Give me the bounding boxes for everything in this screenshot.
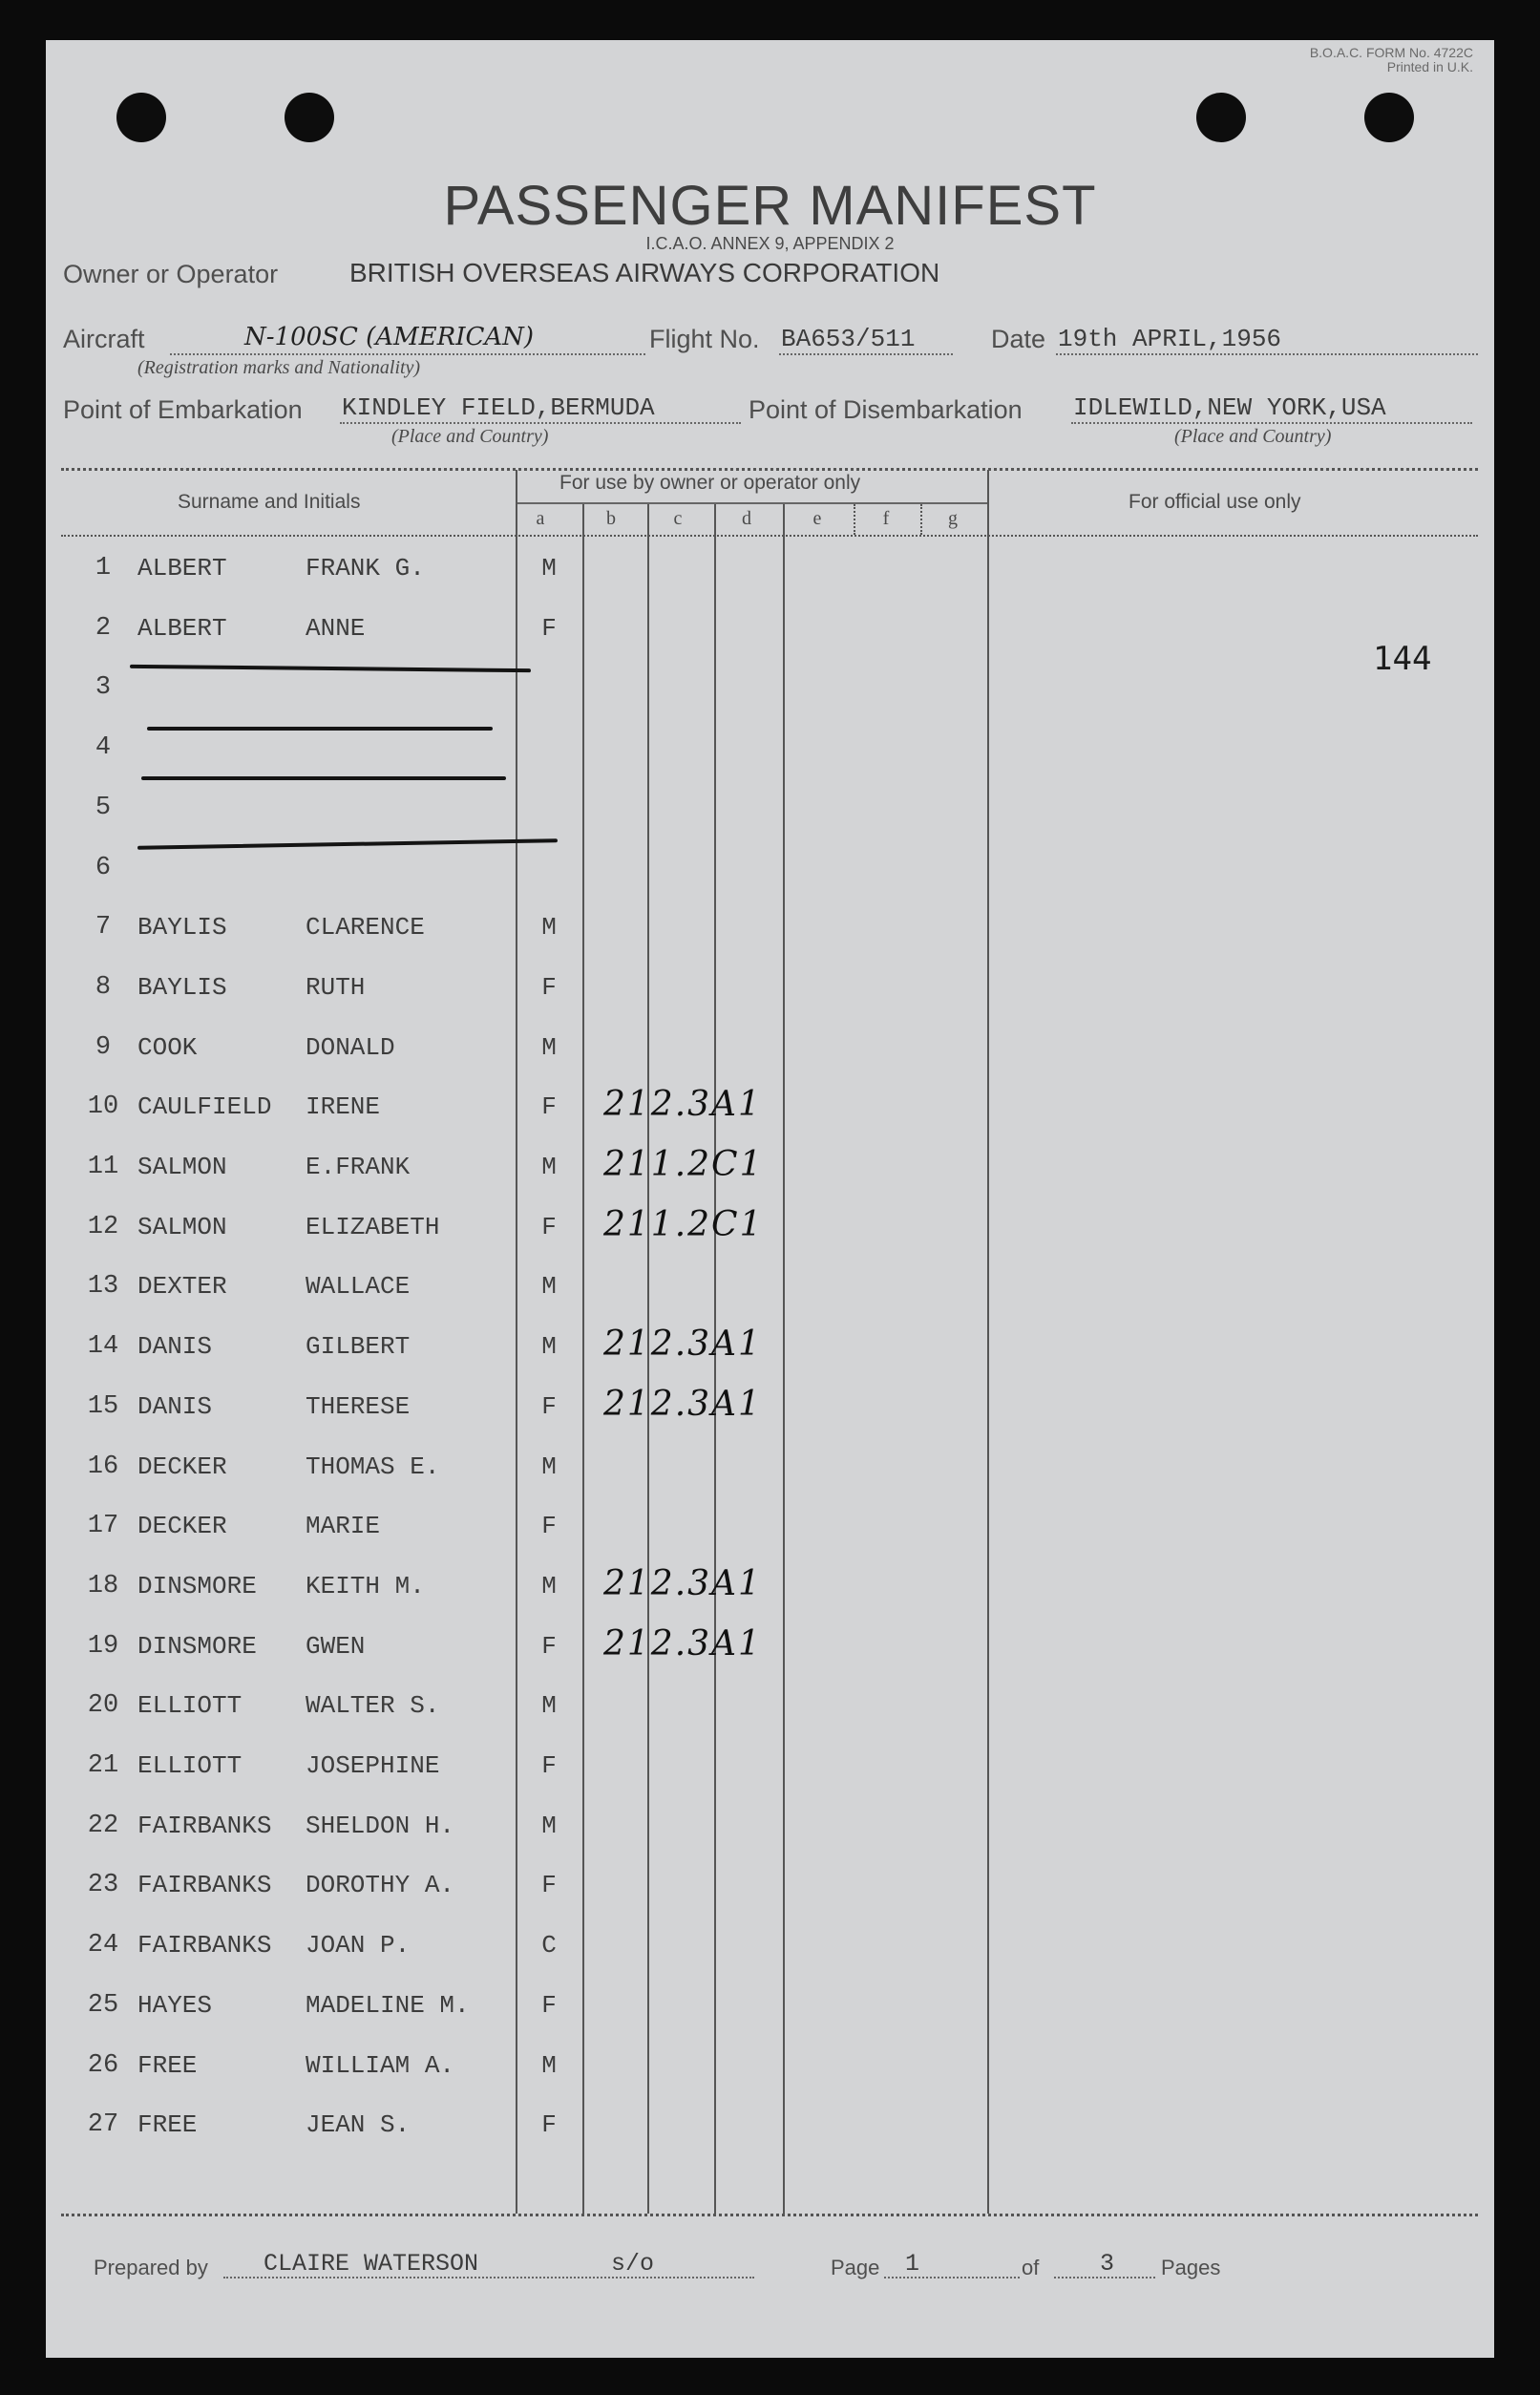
row-surname: BAYLIS: [137, 973, 227, 1002]
row-sex: F: [541, 1392, 557, 1421]
row-surname: DANIS: [137, 1332, 213, 1361]
date-label: Date: [991, 325, 1046, 353]
row-sex: F: [541, 973, 557, 1002]
row-number: 25: [87, 1991, 119, 2020]
aircraft-caption: (Registration marks and Nationality): [137, 357, 421, 378]
row-given-name: THOMAS E.: [306, 1452, 440, 1481]
prepared-by-value: CLAIRE WATERSON: [264, 2250, 479, 2278]
total-pages: 3: [1100, 2250, 1115, 2278]
row-surname: DINSMORE: [137, 1632, 257, 1661]
row-surname: SALMON: [137, 1213, 227, 1241]
column-divider-f: [920, 504, 922, 535]
row-sex: M: [541, 1332, 557, 1361]
column-divider-e: [854, 504, 855, 535]
row-number: 13: [87, 1272, 119, 1301]
row-number: 26: [87, 2051, 119, 2080]
official-number: 144: [1373, 640, 1432, 678]
row-surname: ALBERT: [137, 614, 227, 643]
row-number: 16: [87, 1452, 119, 1481]
strike-row-4: [147, 727, 493, 731]
row-sex: M: [541, 1691, 557, 1720]
column-letter-d: d: [742, 508, 751, 529]
punch-hole-right-1: [1196, 93, 1246, 142]
row-surname: HAYES: [137, 1991, 213, 2020]
disembarkation-label: Point of Disembarkation: [749, 395, 1023, 424]
row-sex: F: [541, 1092, 557, 1121]
header-bottom-rule: [61, 535, 1478, 537]
row-number: 4: [95, 733, 112, 762]
page-underline: [884, 2277, 1020, 2278]
row-handwritten-code: 212.3A1: [603, 1325, 762, 1364]
row-given-name: GILBERT: [306, 1332, 411, 1361]
table-top-rule: [61, 468, 1478, 471]
row-sex: M: [541, 1572, 557, 1600]
prepared-by-suffix: s/o: [611, 2250, 655, 2278]
embarkation-value: KINDLEY FIELD,BERMUDA: [342, 393, 655, 422]
row-given-name: ELIZABETH: [306, 1213, 440, 1241]
manifest-sheet: [46, 40, 1494, 2358]
row-given-name: SHELDON H.: [306, 1812, 455, 1840]
punch-hole-left-2: [285, 93, 334, 142]
aircraft-underline: [170, 353, 645, 355]
strike-row-5: [141, 776, 506, 780]
column-letter-b: b: [606, 508, 616, 529]
column-divider-official: [987, 470, 989, 2214]
row-number: 24: [87, 1931, 119, 1960]
embarkation-underline: [340, 422, 741, 424]
column-divider-a: [582, 504, 584, 2214]
column-official: For official use only: [1129, 491, 1301, 513]
row-number: 1: [95, 554, 112, 583]
row-sex: M: [541, 1272, 557, 1301]
row-surname: BAYLIS: [137, 913, 227, 942]
aircraft-value: N-100SC (AMERICAN): [244, 323, 535, 351]
row-sex: M: [541, 554, 557, 583]
row-number: 19: [87, 1632, 119, 1661]
row-given-name: THERESE: [306, 1392, 411, 1421]
row-surname: FAIRBANKS: [137, 1812, 272, 1840]
row-surname: FAIRBANKS: [137, 1871, 272, 1899]
row-surname: FREE: [137, 2110, 198, 2139]
disembarkation-value: IDLEWILD,NEW YORK,USA: [1073, 393, 1386, 422]
form-number: B.O.A.C. FORM No. 4722C Printed in U.K.: [1309, 45, 1473, 74]
column-divider-d: [783, 504, 785, 2214]
row-number: 27: [87, 2110, 119, 2139]
row-number: 21: [87, 1751, 119, 1780]
row-surname: DECKER: [137, 1452, 227, 1481]
row-surname: ELLIOTT: [137, 1691, 243, 1720]
column-letter-c: c: [673, 508, 683, 529]
row-number: 12: [87, 1213, 119, 1241]
pages-label: Pages: [1161, 2256, 1221, 2279]
total-pages-underline: [1054, 2277, 1155, 2278]
row-number: 9: [95, 1033, 112, 1062]
column-letter-f: f: [882, 508, 890, 529]
row-given-name: JOAN P.: [306, 1931, 411, 1960]
row-given-name: JOSEPHINE: [306, 1751, 440, 1780]
row-number: 10: [87, 1092, 119, 1121]
row-given-name: IRENE: [306, 1092, 381, 1121]
flight-value: BA653/511: [781, 325, 916, 353]
row-sex: M: [541, 1812, 557, 1840]
footer-top-rule: [61, 2214, 1478, 2216]
row-sex: F: [541, 1632, 557, 1661]
embarkation-label: Point of Embarkation: [63, 395, 303, 424]
row-handwritten-code: 212.3A1: [603, 1624, 762, 1664]
row-surname: ALBERT: [137, 554, 227, 583]
strike-row-6: [137, 838, 558, 850]
row-sex: M: [541, 1033, 557, 1062]
row-given-name: MADELINE M.: [306, 1991, 470, 2020]
row-given-name: WILLIAM A.: [306, 2051, 455, 2080]
aircraft-label: Aircraft: [63, 325, 145, 353]
punch-hole-right-2: [1364, 93, 1414, 142]
date-underline: [1056, 353, 1478, 355]
row-given-name: GWEN: [306, 1632, 366, 1661]
row-number: 3: [95, 673, 112, 702]
date-value: 19th APRIL,1956: [1058, 325, 1282, 353]
row-handwritten-code: 211.2C1: [603, 1145, 764, 1184]
row-number: 22: [87, 1812, 119, 1840]
disembarkation-caption: (Place and Country): [1174, 426, 1332, 447]
row-given-name: FRANK G.: [306, 554, 425, 583]
prepared-by-label: Prepared by: [94, 2256, 208, 2279]
row-number: 5: [95, 794, 112, 822]
row-given-name: JEAN S.: [306, 2110, 411, 2139]
page-number: 1: [905, 2250, 920, 2278]
owner-value: BRITISH OVERSEAS AIRWAYS CORPORATION: [349, 258, 940, 287]
page-title: PASSENGER MANIFEST: [443, 175, 1097, 237]
column-letter-e: e: [812, 508, 822, 529]
row-number: 11: [87, 1153, 119, 1181]
row-given-name: CLARENCE: [306, 913, 425, 942]
row-handwritten-code: 212.3A1: [603, 1385, 762, 1424]
row-surname: ELLIOTT: [137, 1751, 243, 1780]
column-letter-g: g: [948, 508, 958, 529]
row-sex: F: [541, 1512, 557, 1540]
row-number: 20: [87, 1691, 119, 1720]
row-given-name: RUTH: [306, 973, 366, 1002]
row-sex: F: [541, 2110, 557, 2139]
row-number: 7: [95, 913, 112, 942]
row-surname: DANIS: [137, 1392, 213, 1421]
row-surname: CAULFIELD: [137, 1092, 272, 1121]
row-sex: F: [541, 1751, 557, 1780]
row-number: 14: [87, 1332, 119, 1361]
column-divider-surname: [516, 470, 517, 2214]
disembarkation-underline: [1071, 422, 1472, 424]
embarkation-caption: (Place and Country): [391, 426, 549, 447]
flight-underline: [779, 353, 953, 355]
row-given-name: DOROTHY A.: [306, 1871, 455, 1899]
row-surname: DECKER: [137, 1512, 227, 1540]
row-sex: F: [541, 1213, 557, 1241]
row-sex: C: [541, 1931, 557, 1960]
row-surname: COOK: [137, 1033, 198, 1062]
row-given-name: WALTER S.: [306, 1691, 440, 1720]
punch-hole-left-1: [116, 93, 166, 142]
row-surname: SALMON: [137, 1153, 227, 1181]
prepared-by-underline: [223, 2277, 754, 2278]
row-number: 23: [87, 1871, 119, 1899]
strike-row-3: [130, 665, 531, 672]
row-sex: F: [541, 1991, 557, 2020]
row-sex: M: [541, 913, 557, 942]
row-given-name: MARIE: [306, 1512, 381, 1540]
row-surname: DINSMORE: [137, 1572, 257, 1600]
row-surname: DEXTER: [137, 1272, 227, 1301]
row-sex: F: [541, 614, 557, 643]
row-handwritten-code: 211.2C1: [603, 1205, 764, 1244]
row-given-name: DONALD: [306, 1033, 395, 1062]
row-given-name: E.FRANK: [306, 1153, 411, 1181]
row-number: 18: [87, 1572, 119, 1600]
row-sex: M: [541, 1153, 557, 1181]
row-number: 6: [95, 854, 112, 882]
row-given-name: KEITH M.: [306, 1572, 425, 1600]
page-subtitle: I.C.A.O. ANNEX 9, APPENDIX 2: [645, 234, 895, 253]
row-handwritten-code: 212.3A1: [603, 1085, 762, 1124]
of-label: of: [1022, 2256, 1040, 2279]
row-number: 17: [87, 1512, 119, 1540]
row-surname: FAIRBANKS: [137, 1931, 272, 1960]
row-handwritten-code: 212.3A1: [603, 1564, 762, 1603]
column-owner-operator: For use by owner or operator only: [559, 472, 861, 494]
subheader-rule: [517, 502, 989, 504]
owner-label: Owner or Operator: [63, 260, 279, 288]
row-given-name: ANNE: [306, 614, 366, 643]
row-number: 15: [87, 1392, 119, 1421]
row-number: 2: [95, 614, 112, 643]
flight-label: Flight No.: [649, 325, 760, 353]
row-number: 8: [95, 973, 112, 1002]
row-sex: M: [541, 2051, 557, 2080]
row-sex: F: [541, 1871, 557, 1899]
row-sex: M: [541, 1452, 557, 1481]
row-given-name: WALLACE: [306, 1272, 411, 1301]
row-surname: FREE: [137, 2051, 198, 2080]
page-label: Page: [831, 2256, 880, 2279]
column-letter-a: a: [536, 508, 545, 529]
column-surname: Surname and Initials: [178, 491, 361, 513]
